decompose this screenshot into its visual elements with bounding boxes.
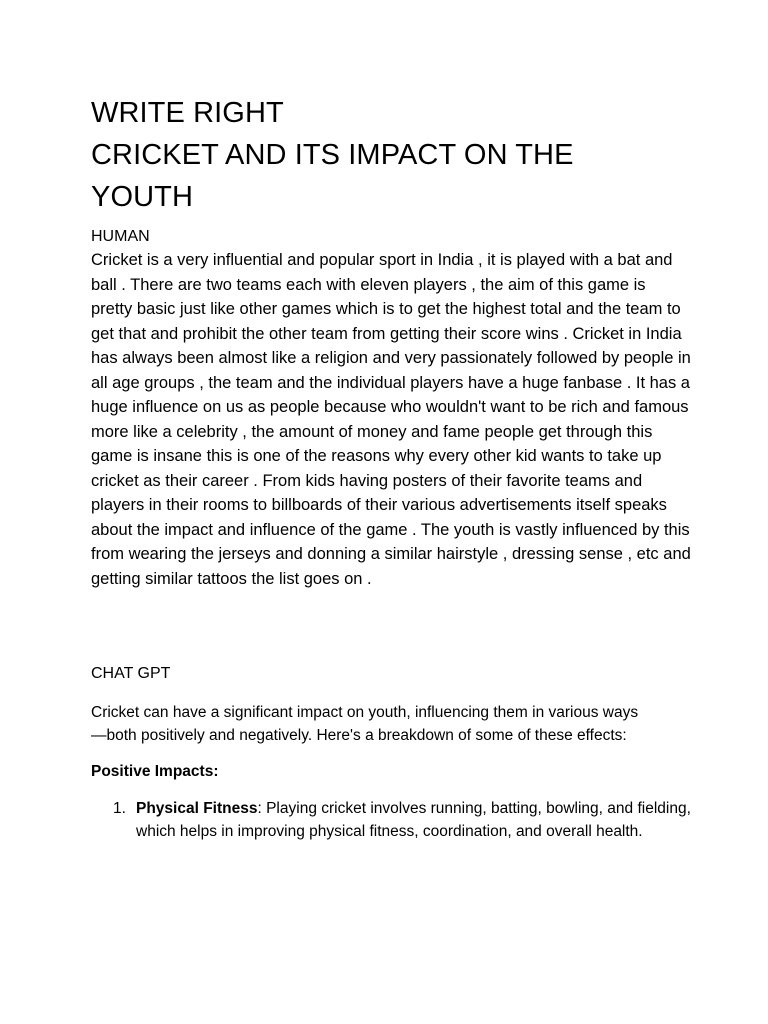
chatgpt-intro-paragraph: Cricket can have a significant impact on youth, influencing them in various ways—both positively and negatively. Here's a breakdown of some of these effects:	[91, 704, 639, 744]
title-line-1: WRITE RIGHT	[91, 97, 284, 129]
list-item	[91, 797, 696, 843]
list-item-number: 1.	[113, 800, 126, 817]
chatgpt-section-label: CHAT GPT	[91, 665, 171, 682]
positive-impacts-heading: Positive Impacts:	[91, 763, 219, 780]
human-section-label: HUMAN	[91, 228, 150, 245]
title-line-2: CRICKET AND ITS IMPACT ON THE	[91, 139, 574, 171]
list-item-text: : Playing cricket involves running, batting, bowling, and fielding, which helps in improving physical fitness, coordination, and overall health.	[136, 800, 691, 840]
title-line-3: YOUTH	[91, 181, 193, 213]
list-item-term: Physical Fitness	[136, 800, 258, 817]
impact-list	[91, 797, 691, 843]
human-essay-body: Cricket is a very influential and popular sport in India , it is played with a bat and ball . There are two teams each with eleven players , the aim of this game is pretty basic just like other games which is to get the highest total and the team to get that and prohibit the other team from getting their score wins . Cricket in India has always been almost like a religion and very passionately followed by people in all age groups , the team and the individual players have a huge fanbase . It has a huge influence on us as people because who wouldn't want to be rich and famous more like a celebrity , the amount of money and fame people get through this game is insane this is one of the reasons why every other kid wants to take up cricket as their career . From kids having posters of their favorite teams and players in their rooms to billboards of their various advertisements itself speaks about the impact and influence of the game . The youth is vastly influenced by this from wearing the jerseys and donning a similar hairstyle , dressing sense , etc and getting similar tattoos the list goes on .	[91, 251, 691, 588]
